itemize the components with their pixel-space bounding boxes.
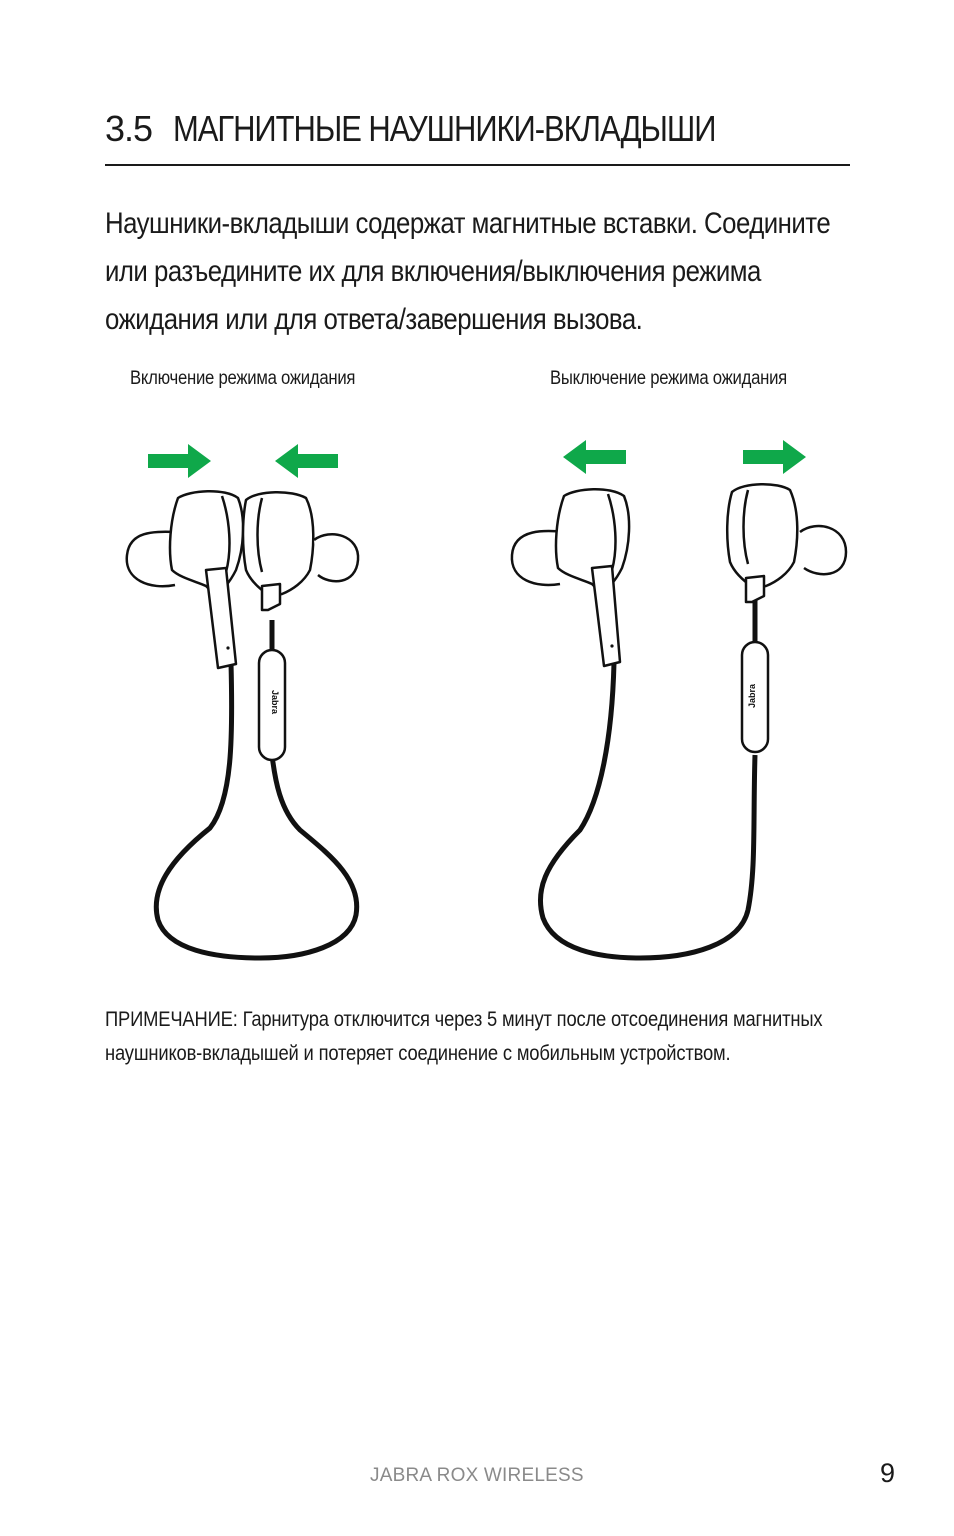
section-heading	[105, 108, 850, 166]
earbuds-illustration	[0, 420, 954, 980]
arrow-left-icon	[275, 444, 338, 478]
left-earbud-pair	[127, 491, 358, 958]
note-paragraph	[105, 1003, 849, 1071]
note-line: ПРИМЕЧАНИЕ: Гарнитура отключится через 5 минут после отсоединения магнитных	[105, 1008, 823, 1031]
intro-line: ожидания или для ответа/завершения вызова.	[105, 303, 643, 336]
arrow-left-icon	[563, 440, 626, 474]
arrow-right-icon	[148, 444, 211, 478]
arrow-right-icon	[743, 440, 806, 474]
note-line: наушников-вкладышей и потеряет соединение с мобильным устройством.	[105, 1042, 731, 1065]
section-number: 3.5	[105, 108, 153, 149]
footer-product-name: JABRA ROX WIRELESS	[370, 1465, 584, 1486]
intro-paragraph	[105, 200, 831, 344]
brand-label: Jabra	[270, 689, 280, 715]
section-title: МАГНИТНЫЕ НАУШНИКИ-ВКЛАДЫШИ	[173, 108, 716, 149]
standby-off-caption: Выключение режима ожидания	[550, 368, 787, 389]
right-earbud-pair	[512, 484, 846, 958]
page-number: 9	[880, 1458, 896, 1488]
intro-line: или разъедините их для включения/выключения режима	[105, 255, 761, 288]
brand-label: Jabra	[747, 683, 757, 709]
intro-line: Наушники-вкладыши содержат магнитные вставки. Соедините	[105, 207, 831, 240]
standby-on-caption: Включение режима ожидания	[130, 368, 356, 389]
